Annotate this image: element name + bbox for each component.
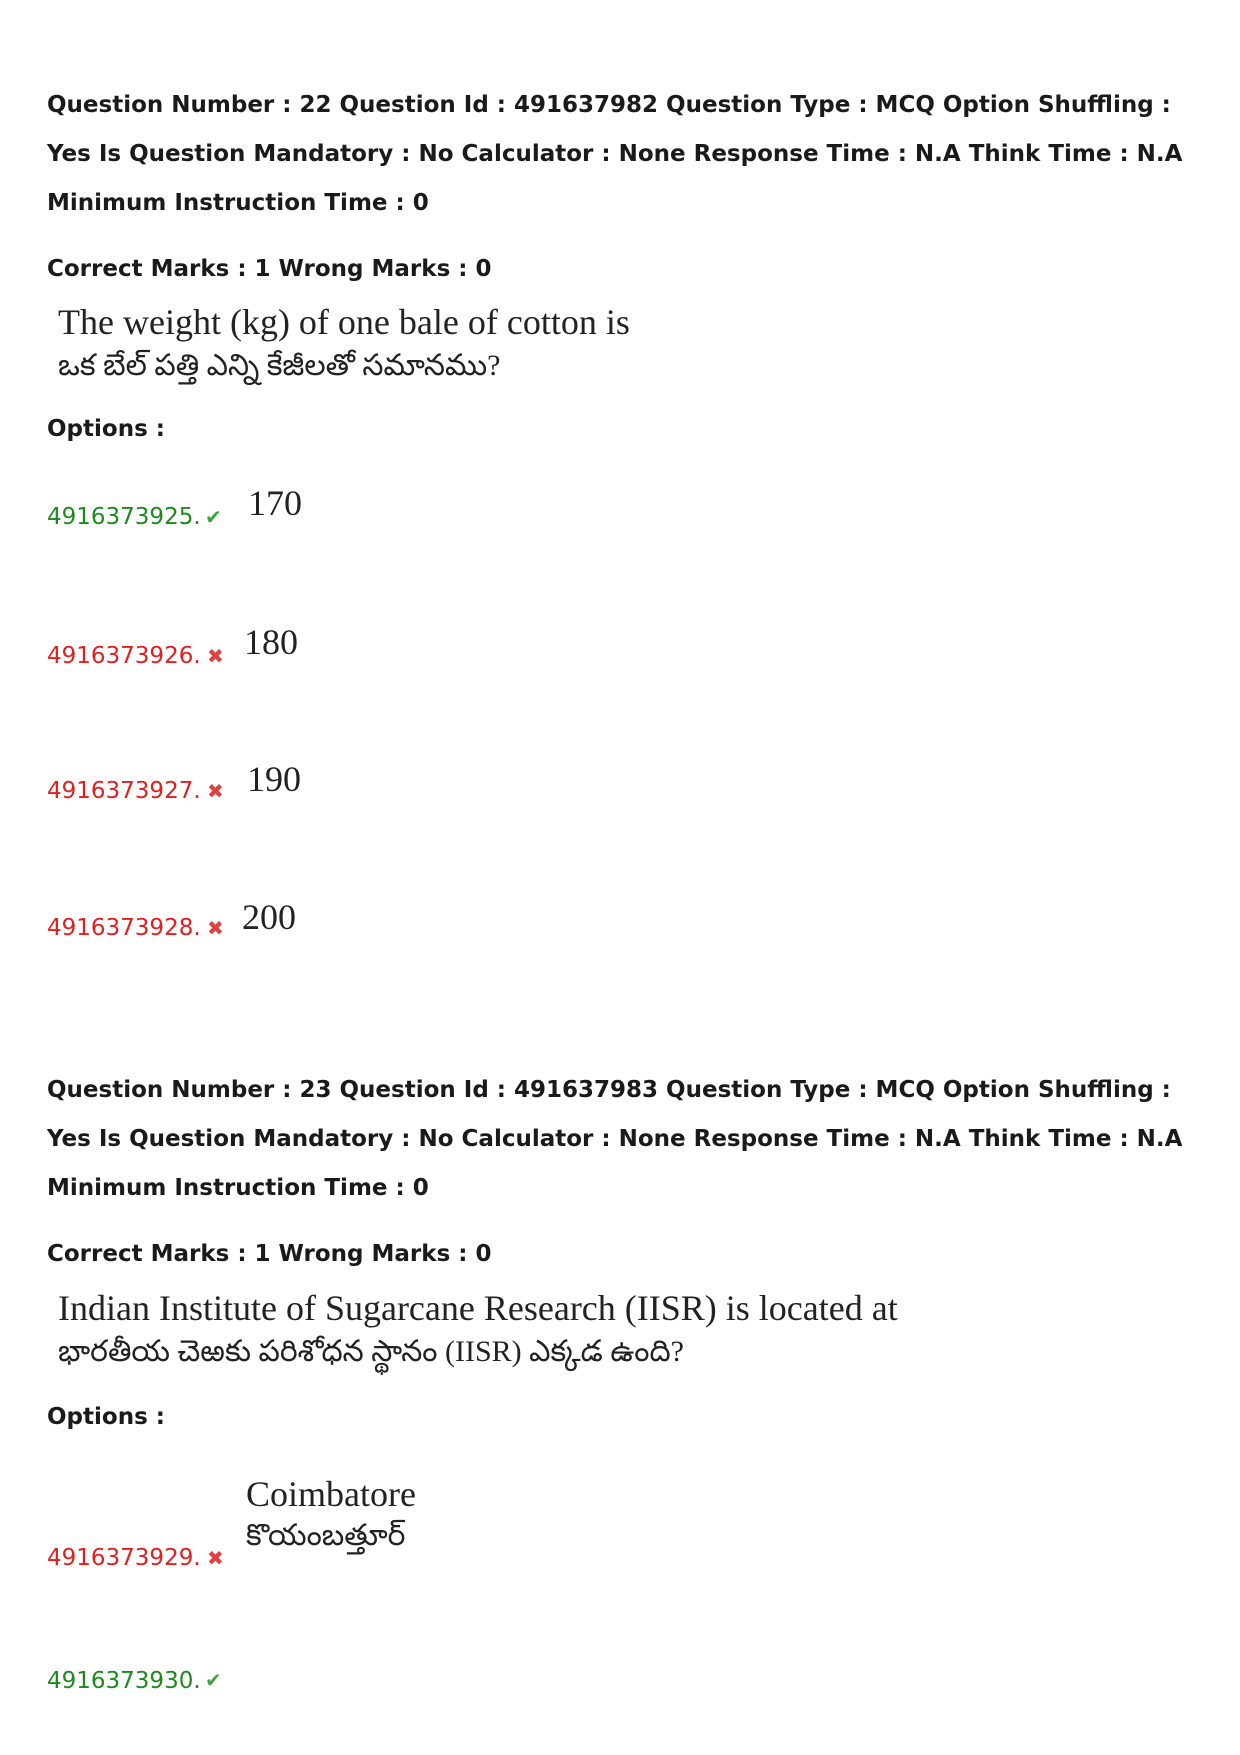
- option-id: 4916373925.: [47, 504, 201, 530]
- options-label: Options :: [47, 416, 165, 442]
- question-text-telugu: భారతీయ చెఱకు పరిశోధన స్థానం (IISR) ఎక్కడ ఉంది?: [58, 1335, 684, 1368]
- question-text: [58, 1286, 898, 1374]
- option-value: 190: [247, 759, 301, 799]
- option-id: 4916373929.: [47, 1545, 201, 1571]
- cross-icon: ✖: [207, 916, 224, 940]
- cross-icon: ✖: [207, 1546, 224, 1570]
- options-label: Options :: [47, 1404, 165, 1430]
- option-value: 200: [242, 897, 296, 937]
- check-icon: ✔: [205, 505, 222, 529]
- option-id: 4916373926.: [47, 643, 201, 669]
- cross-icon: ✖: [207, 779, 224, 803]
- option-value-english: Coimbatore: [246, 1474, 416, 1514]
- cross-icon: ✖: [207, 644, 224, 668]
- question-marks: Correct Marks : 1 Wrong Marks : 0: [47, 256, 492, 282]
- option-id: 4916373930.: [47, 1668, 201, 1694]
- question-meta: Question Number : 22 Question Id : 491637982 Question Type : MCQ Option Shuffling : Yes Is Question Mandatory : No Calculator : None Response Time : N.A Think Time : N.A Minimum Instruction Time : 0: [47, 92, 1183, 216]
- question-text: [58, 300, 630, 388]
- check-icon: ✔: [205, 1668, 222, 1692]
- option-value: 180: [244, 622, 298, 662]
- option-value-telugu: కొయంబత్తూర్: [246, 1519, 406, 1552]
- option-value: [246, 1472, 416, 1556]
- option-id: 4916373928.: [47, 915, 201, 941]
- option-id: 4916373927.: [47, 778, 201, 804]
- option-value: 170: [248, 483, 302, 523]
- question-meta: Question Number : 23 Question Id : 491637983 Question Type : MCQ Option Shuffling : Yes Is Question Mandatory : No Calculator : None Response Time : N.A Think Time : N.A Minimum Instruction Time : 0: [47, 1077, 1183, 1201]
- question-text-telugu: ఒక బేల్ పత్తి ఎన్ని కేజీలతో సమానము?: [58, 349, 501, 382]
- question-text-english: The weight (kg) of one bale of cotton is: [58, 302, 630, 342]
- question-marks: Correct Marks : 1 Wrong Marks : 0: [47, 1241, 492, 1267]
- question-text-english: Indian Institute of Sugarcane Research (IISR) is located at: [58, 1288, 898, 1328]
